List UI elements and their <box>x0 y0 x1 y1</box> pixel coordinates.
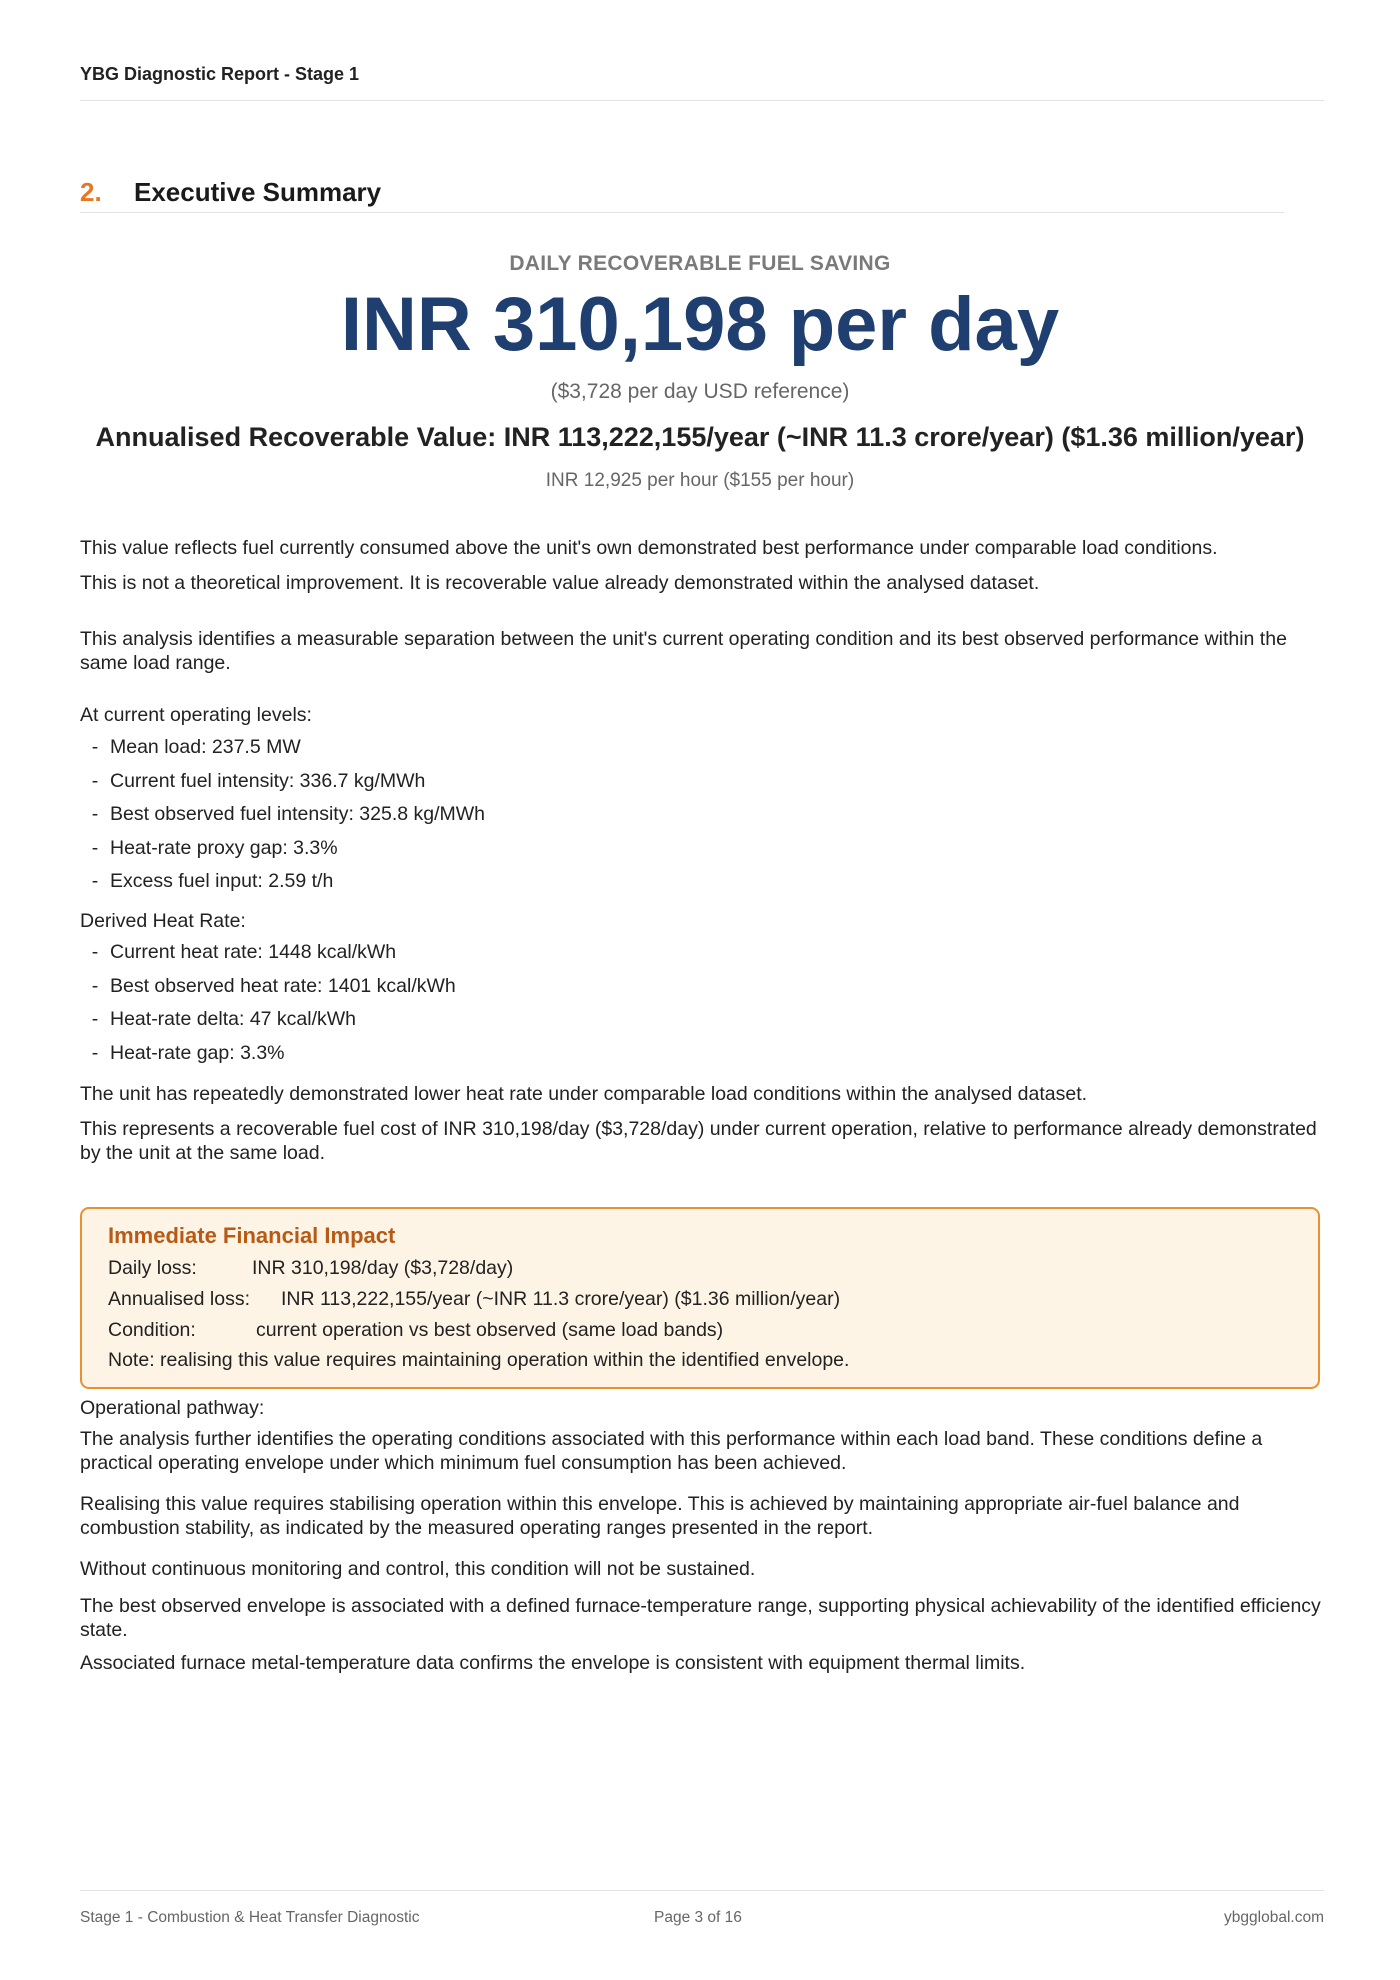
impact-annual-row <box>108 1288 840 1311</box>
current-levels-list <box>80 731 1324 899</box>
financial-impact-box <box>80 1207 1320 1389</box>
pathway-heading: Operational pathway: <box>80 1397 265 1419</box>
impact-annual-label: Annualised loss: <box>108 1288 251 1310</box>
annualised-value: Annualised Recoverable Value: INR 113,222,155/year (~INR 11.3 crore/year) ($1.36 million/year) <box>95 422 1305 452</box>
report-title: YBG Diagnostic Report - Stage 1 <box>80 64 360 84</box>
current-levels-heading: At current operating levels: <box>80 704 312 726</box>
page-number: Page 3 of 16 <box>654 1909 742 1926</box>
footer-link[interactable]: ybgglobal.com <box>1224 1909 1324 1926</box>
heat-rate-heading: Derived Heat Rate: <box>80 910 246 932</box>
page-footer <box>80 1890 1324 1935</box>
intro-paragraph-2: This is not a theoretical improvement. It is recoverable value already demonstrated within the analysed dataset. <box>80 572 1040 594</box>
list-item: - Excess fuel input: 2.59 t/h <box>91 870 334 892</box>
impact-annual-value: INR 113,222,155/year (~INR 11.3 crore/year) ($1.36 million/year) <box>281 1288 841 1310</box>
list-item: - Heat-rate proxy gap: 3.3% <box>91 836 338 859</box>
page-header <box>80 60 1324 101</box>
headline-kicker: DAILY RECOVERABLE FUEL SAVING <box>509 252 891 275</box>
conclusion-paragraph-2: This represents a recoverable fuel cost of INR 310,198/day ($3,728/day) under current operation, relative to performance already demonstrated by the unit at the same load. <box>80 1118 1317 1164</box>
pathway-paragraph-5: Associated furnace metal-temperature data confirms the envelope is consistent with equipment thermal limits. <box>80 1652 1026 1674</box>
usd-reference: ($3,728 per day USD reference) <box>550 380 850 403</box>
section-number: 2. <box>80 177 102 207</box>
hourly-value: INR 12,925 per hour ($155 per hour) <box>545 470 855 491</box>
impact-daily-row <box>108 1257 513 1280</box>
pathway-paragraph-2: Realising this value requires stabilising operation within this envelope. This is achieved by maintaining appropriate air-fuel balance and combustion stability, as indicated by the measured operating ranges presented in the report. <box>80 1493 1240 1539</box>
impact-condition-label: Condition: <box>108 1319 196 1341</box>
footer-left: Stage 1 - Combustion & Heat Transfer Diagnostic <box>80 1909 420 1926</box>
impact-condition-row <box>108 1319 723 1342</box>
list-item: - Best observed fuel intensity: 325.8 kg/MWh <box>91 803 486 825</box>
impact-note: Note: realising this value requires maintaining operation within the identified envelope. <box>108 1349 850 1371</box>
impact-condition-value: current operation vs best observed (same load bands) <box>256 1319 724 1341</box>
section-title: Executive Summary <box>134 177 382 207</box>
list-item: - Best observed heat rate: 1401 kcal/kWh <box>91 974 456 997</box>
pathway-paragraph-3: Without continuous monitoring and control, this condition will not be sustained. <box>80 1558 756 1580</box>
impact-daily-value: INR 310,198/day ($3,728/day) <box>252 1257 514 1279</box>
intro-paragraph-3: This analysis identifies a measurable separation between the unit's current operating condition and its best observed performance within the same load range. <box>80 628 1287 674</box>
list-item: - Heat-rate gap: 3.3% <box>91 1041 285 1064</box>
list-item: - Mean load: 237.5 MW <box>91 736 301 758</box>
list-item: - Heat-rate delta: 47 kcal/kWh <box>91 1008 357 1030</box>
intro-paragraph-1: This value reflects fuel currently consumed above the unit's own demonstrated best performance under comparable load conditions. <box>80 537 1218 559</box>
conclusion-paragraph-1: The unit has repeatedly demonstrated lower heat rate under comparable load conditions within the analysed dataset. <box>80 1083 1088 1105</box>
headline-value: INR 310,198 per day <box>340 282 1060 367</box>
pathway-paragraph-1: The analysis further identifies the operating conditions associated with this performance within each load band. These conditions define a practical operating envelope under which minimum fuel consumption has been achieved. <box>80 1428 1263 1474</box>
impact-title: Immediate Financial Impact <box>108 1223 396 1248</box>
pathway-paragraph-4: The best observed envelope is associated with a defined furnace-temperature range, supporting physical achievability of the identified efficiency state. <box>80 1595 1321 1641</box>
impact-daily-label: Daily loss: <box>108 1257 197 1279</box>
heat-rate-list <box>80 936 1324 1070</box>
list-item: - Current fuel intensity: 336.7 kg/MWh <box>91 769 426 792</box>
list-item: - Current heat rate: 1448 kcal/kWh <box>91 941 397 963</box>
section-heading <box>80 174 1284 213</box>
